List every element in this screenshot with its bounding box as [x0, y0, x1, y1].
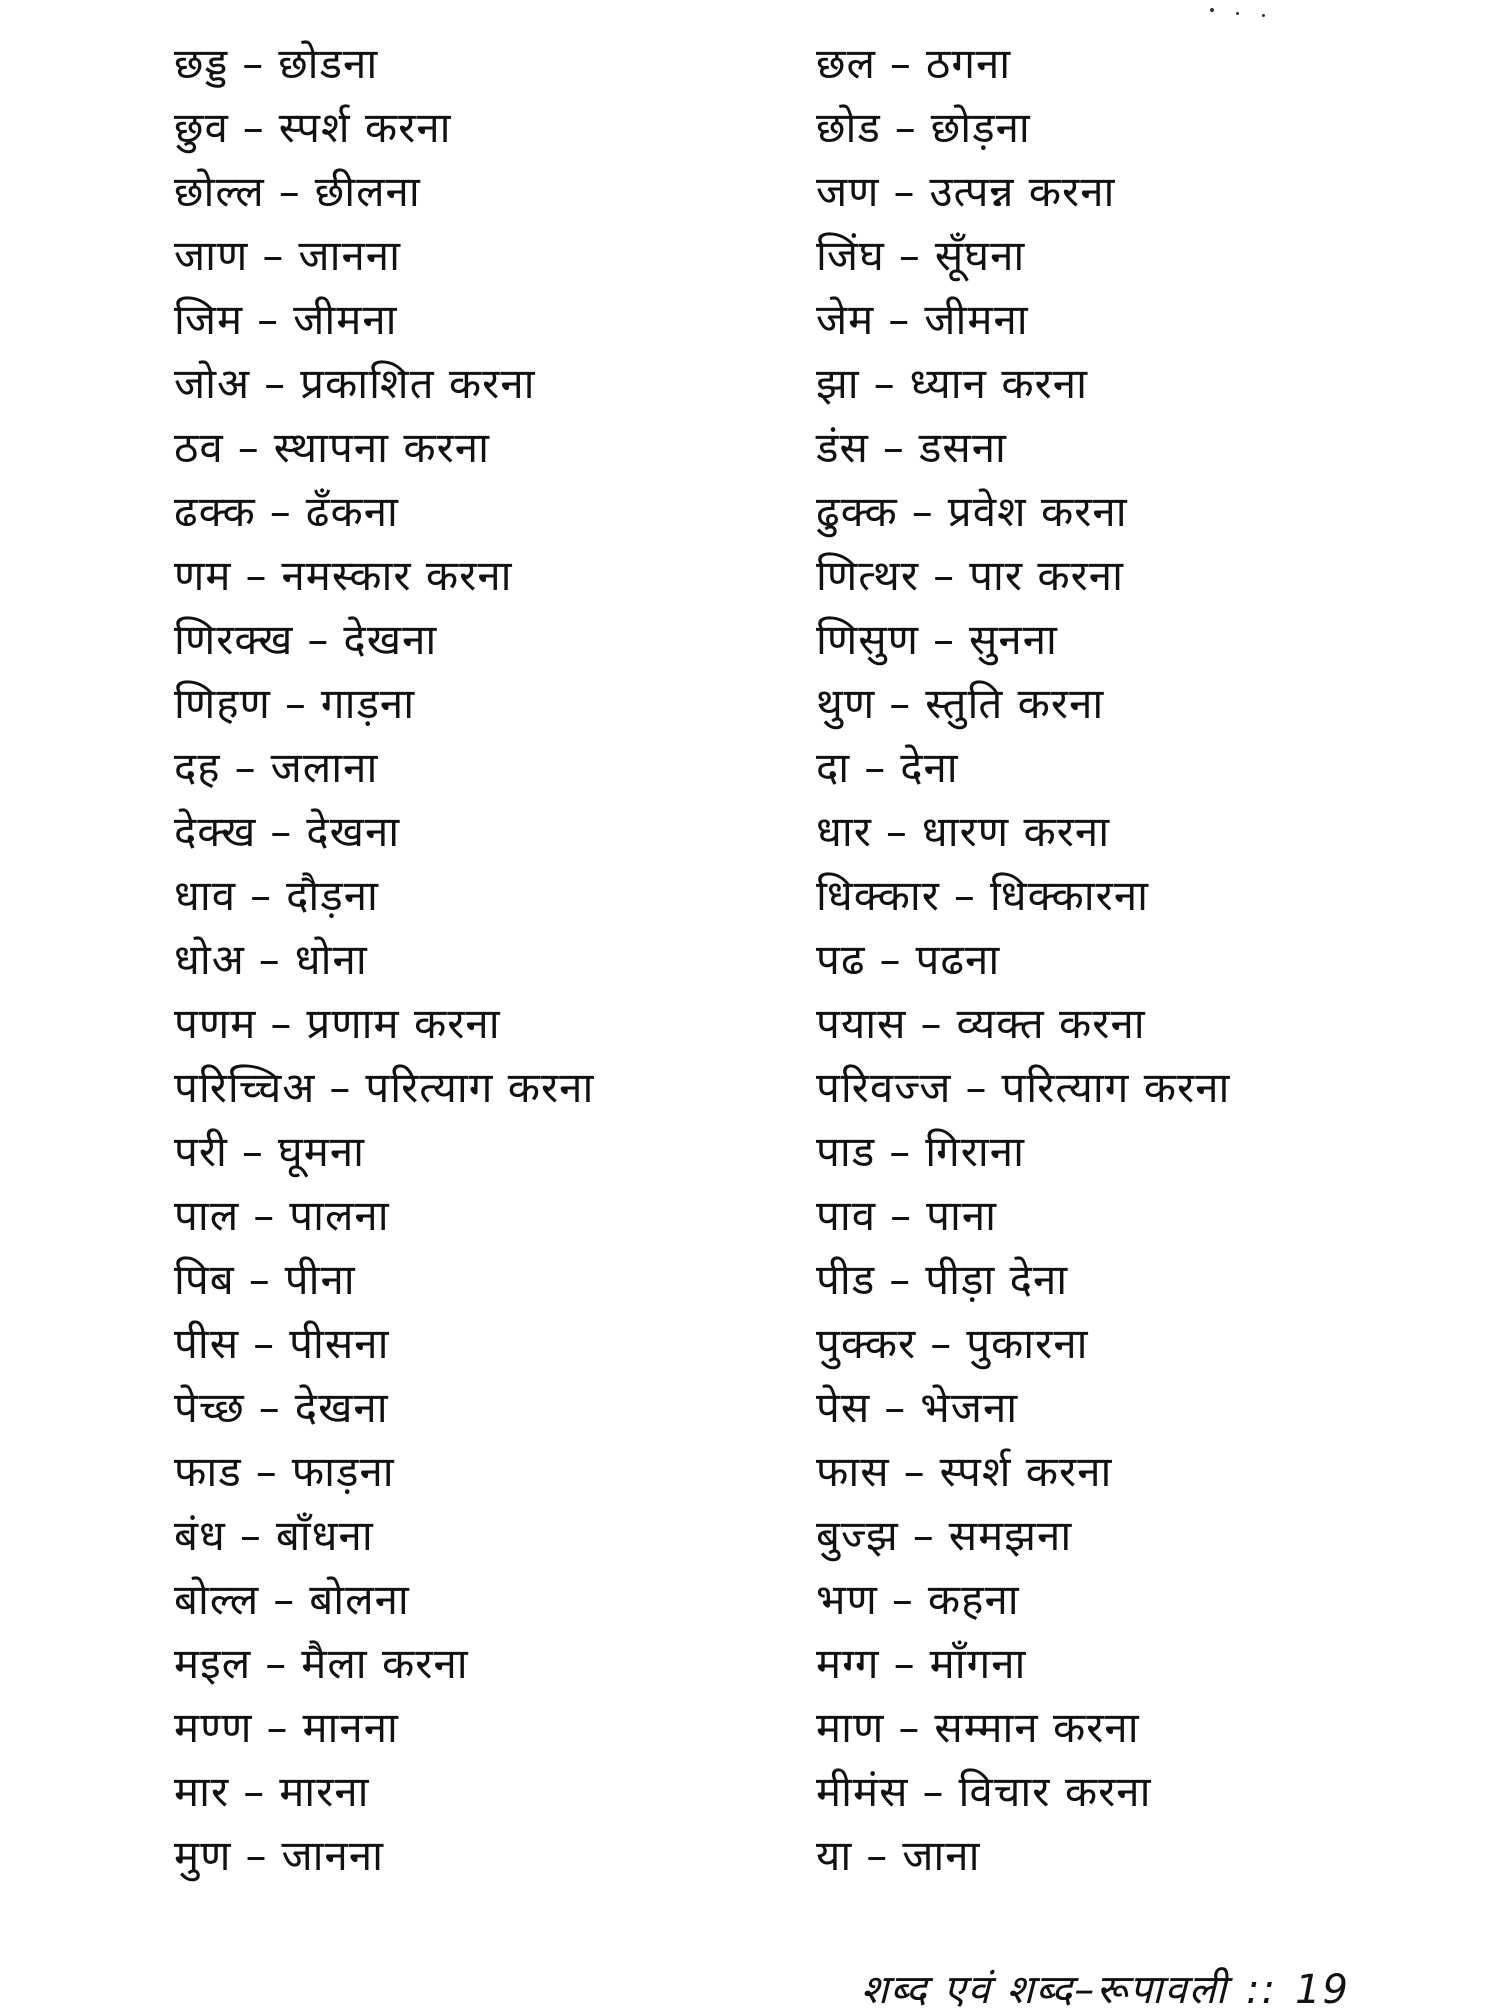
word-entry: [816, 288, 1436, 352]
word-entry: [816, 1248, 1436, 1312]
hindi-meaning: धिक्कारना: [989, 871, 1150, 920]
entry-dash: –: [898, 231, 921, 280]
word-entry: [816, 352, 1436, 416]
entry-dash: –: [903, 1447, 926, 1496]
word-entry: [816, 1824, 1436, 1888]
word-entry: [174, 1760, 794, 1824]
hindi-meaning: देखना: [306, 807, 401, 856]
prakrit-word: छुव: [174, 103, 229, 152]
hindi-meaning: जीमना: [924, 295, 1029, 344]
word-entry: [816, 224, 1436, 288]
entry-dash: –: [894, 103, 917, 152]
hindi-meaning: पाना: [926, 1191, 998, 1240]
entry-dash: –: [898, 1703, 921, 1752]
hindi-meaning: जीमना: [293, 295, 398, 344]
entry-dash: –: [884, 1383, 907, 1432]
entry-dash: –: [864, 743, 887, 792]
word-entry: [816, 480, 1436, 544]
word-entry: [174, 1504, 794, 1568]
prakrit-word: छल: [816, 39, 876, 88]
prakrit-word: दा: [816, 743, 851, 792]
entry-dash: –: [265, 1639, 288, 1688]
word-entry: [174, 608, 794, 672]
prakrit-word: बंध: [174, 1511, 226, 1560]
prakrit-word: बोल्ल: [174, 1575, 260, 1624]
prakrit-word: पीस: [174, 1319, 240, 1368]
prakrit-word: परिवज्ज: [816, 1063, 952, 1112]
prakrit-word: या: [816, 1831, 853, 1880]
entry-dash: –: [253, 1191, 276, 1240]
prakrit-word: जाण: [174, 231, 249, 280]
word-entry: [174, 32, 794, 96]
entry-dash: –: [243, 1767, 266, 1816]
prakrit-word: ठव: [174, 423, 224, 472]
entry-dash: –: [893, 167, 916, 216]
word-entry: [174, 672, 794, 736]
prakrit-word: झा: [816, 359, 860, 408]
prakrit-word: मण्ण: [174, 1703, 253, 1752]
word-entry: [174, 1312, 794, 1376]
hindi-meaning: धारण करना: [921, 807, 1111, 856]
entry-dash: –: [242, 103, 265, 152]
entry-dash: –: [248, 1255, 271, 1304]
hindi-meaning: नमस्कार करना: [281, 551, 513, 600]
hindi-meaning: गाड़ना: [320, 679, 416, 728]
entry-dash: –: [266, 1703, 289, 1752]
prakrit-word: ढक्क: [174, 487, 256, 536]
prakrit-word: मइल: [174, 1639, 252, 1688]
entry-dash: –: [269, 487, 292, 536]
entry-dash: –: [264, 359, 287, 408]
entry-dash: –: [889, 679, 912, 728]
entry-dash: –: [911, 487, 934, 536]
prakrit-word: णिरक्ख: [174, 615, 294, 664]
hindi-meaning: पीड़ा देना: [925, 1255, 1069, 1304]
hindi-meaning: उत्पन्न करना: [929, 167, 1116, 216]
hindi-meaning: घूमना: [277, 1127, 366, 1176]
word-entry: [816, 1568, 1436, 1632]
entry-dash: –: [307, 615, 330, 664]
prakrit-word: मार: [174, 1767, 230, 1816]
prakrit-word: पाड: [816, 1127, 876, 1176]
hindi-meaning: दौड़ना: [286, 871, 379, 920]
word-entry: [174, 160, 794, 224]
prakrit-word: छड्ड: [174, 39, 229, 88]
word-entry: [174, 1056, 794, 1120]
word-entry: [816, 1504, 1436, 1568]
entry-dash: –: [258, 935, 281, 984]
entry-dash: –: [278, 167, 301, 216]
word-entry: [816, 1632, 1436, 1696]
hindi-meaning: प्रवेश करना: [947, 487, 1128, 536]
word-entry: [816, 736, 1436, 800]
entry-dash: –: [239, 1511, 262, 1560]
entry-dash: –: [893, 1639, 916, 1688]
word-entry: [816, 672, 1436, 736]
prakrit-word: पेच्छ: [174, 1383, 245, 1432]
hindi-meaning: माँगना: [929, 1639, 1027, 1688]
prakrit-word: माण: [816, 1703, 885, 1752]
prakrit-word: णिसुण: [816, 615, 920, 664]
word-entry: [174, 416, 794, 480]
hindi-meaning: सम्मान करना: [934, 1703, 1140, 1752]
prakrit-word: ढुक्क: [816, 487, 898, 536]
word-entry: [174, 992, 794, 1056]
hindi-meaning: विचार करना: [958, 1767, 1152, 1816]
hindi-meaning: ध्यान करना: [909, 359, 1088, 408]
entry-dash: –: [965, 1063, 988, 1112]
word-entry: [816, 32, 1436, 96]
prakrit-word: बुज्झ: [816, 1511, 899, 1560]
hindi-meaning: छोडना: [278, 39, 379, 88]
word-entry: [816, 544, 1436, 608]
right-word-column: [816, 32, 1436, 1888]
prakrit-word: पयास: [816, 999, 907, 1048]
hindi-meaning: प्रकाशित करना: [300, 359, 536, 408]
hindi-meaning: सूँघना: [934, 231, 1026, 280]
entry-dash: –: [873, 359, 896, 408]
word-entry: [174, 1696, 794, 1760]
entry-dash: –: [253, 1319, 276, 1368]
entry-dash: –: [241, 1127, 264, 1176]
hindi-meaning: भेजना: [920, 1383, 1019, 1432]
word-entry: [816, 1760, 1436, 1824]
word-entry: [174, 224, 794, 288]
entry-dash: –: [270, 807, 293, 856]
hindi-meaning: देना: [900, 743, 959, 792]
word-entry: [174, 928, 794, 992]
prakrit-word: भण: [816, 1575, 878, 1624]
hindi-meaning: बाँधना: [275, 1511, 374, 1560]
footer-title: शब्द एवं शब्द–रूपावली: [860, 1967, 1229, 2013]
word-entry: [816, 1312, 1436, 1376]
word-entry: [174, 352, 794, 416]
scan-speck: [1210, 8, 1214, 12]
word-entry: [174, 800, 794, 864]
word-entry: [174, 1632, 794, 1696]
hindi-meaning: मारना: [279, 1767, 370, 1816]
word-entry: [816, 1440, 1436, 1504]
word-entry: [816, 416, 1436, 480]
prakrit-word: दह: [174, 743, 221, 792]
entry-dash: –: [922, 1767, 945, 1816]
hindi-meaning: पालना: [289, 1191, 390, 1240]
prakrit-word: छोड: [816, 103, 881, 152]
hindi-meaning: जानना: [298, 231, 401, 280]
word-entry: [174, 1376, 794, 1440]
entry-dash: –: [889, 1127, 912, 1176]
prakrit-word: पुक्कर: [816, 1319, 917, 1368]
word-entry: [174, 1568, 794, 1632]
word-entry: [816, 992, 1436, 1056]
prakrit-word: णम: [174, 551, 232, 600]
entry-dash: –: [250, 871, 273, 920]
hindi-meaning: स्पर्श करना: [939, 1447, 1113, 1496]
word-entry: [816, 1696, 1436, 1760]
prakrit-word: जिंघ: [816, 231, 885, 280]
prakrit-word: मुण: [174, 1831, 232, 1880]
prakrit-word: जण: [816, 167, 880, 216]
prakrit-word: मीमंस: [816, 1767, 909, 1816]
hindi-meaning: पुकारना: [966, 1319, 1089, 1368]
hindi-meaning: सुनना: [969, 615, 1058, 664]
entry-dash: –: [284, 679, 307, 728]
entry-dash: –: [888, 295, 911, 344]
prakrit-word: पीड: [816, 1255, 876, 1304]
prakrit-word: फाड: [174, 1447, 242, 1496]
hindi-meaning: पीना: [284, 1255, 356, 1304]
hindi-meaning: जलाना: [270, 743, 379, 792]
prakrit-word: पाव: [816, 1191, 877, 1240]
prakrit-word: णिहण: [174, 679, 271, 728]
footer-separator: ::: [1246, 1967, 1278, 2013]
entry-dash: –: [912, 1511, 935, 1560]
entry-dash: –: [889, 1255, 912, 1304]
hindi-meaning: प्रणाम करना: [306, 999, 501, 1048]
scan-speck: [1262, 14, 1265, 17]
prakrit-word: परिच्चिअ: [174, 1063, 316, 1112]
word-entry: [816, 1056, 1436, 1120]
entry-dash: –: [890, 1191, 913, 1240]
word-entry: [816, 1184, 1436, 1248]
prakrit-word: पणम: [174, 999, 257, 1048]
word-entry: [174, 1440, 794, 1504]
prakrit-word: पेस: [816, 1383, 871, 1432]
word-entry: [174, 1120, 794, 1184]
entry-dash: –: [255, 1447, 278, 1496]
entry-dash: –: [953, 871, 976, 920]
word-entry: [816, 608, 1436, 672]
hindi-meaning: स्थापना करना: [273, 423, 490, 472]
word-entry: [816, 160, 1436, 224]
entry-dash: –: [257, 295, 280, 344]
entry-dash: –: [258, 1383, 281, 1432]
entry-dash: –: [933, 615, 956, 664]
hindi-meaning: व्यक्त करना: [956, 999, 1146, 1048]
word-entry: [174, 544, 794, 608]
entry-dash: –: [866, 1831, 889, 1880]
entry-dash: –: [242, 39, 265, 88]
hindi-meaning: बोलना: [309, 1575, 410, 1624]
page-footer: [861, 1960, 1350, 2015]
hindi-meaning: धोना: [294, 935, 368, 984]
hindi-meaning: देखना: [343, 615, 438, 664]
prakrit-word: छोल्ल: [174, 167, 265, 216]
hindi-meaning: छीलना: [314, 167, 421, 216]
hindi-meaning: मानना: [302, 1703, 399, 1752]
entry-dash: –: [920, 999, 943, 1048]
prakrit-word: जेम: [816, 295, 875, 344]
prakrit-word: धिक्कार: [816, 871, 940, 920]
word-entry: [816, 96, 1436, 160]
prakrit-word: धोअ: [174, 935, 245, 984]
prakrit-word: मग्ग: [816, 1639, 880, 1688]
entry-dash: –: [245, 551, 268, 600]
entry-dash: –: [885, 807, 908, 856]
hindi-meaning: कहना: [927, 1575, 1020, 1624]
word-entry: [174, 1248, 794, 1312]
hindi-meaning: ढँकना: [305, 487, 399, 536]
hindi-meaning: स्तुति करना: [925, 679, 1105, 728]
word-entry: [816, 1376, 1436, 1440]
hindi-meaning: छोड़ना: [930, 103, 1031, 152]
word-entry: [174, 736, 794, 800]
word-entry: [816, 864, 1436, 928]
prakrit-word: धार: [816, 807, 872, 856]
prakrit-word: पाल: [174, 1191, 240, 1240]
word-entry: [174, 864, 794, 928]
hindi-meaning: परित्याग करना: [365, 1063, 595, 1112]
word-entry: [816, 928, 1436, 992]
prakrit-word: णित्थर: [816, 551, 920, 600]
word-entry: [816, 1120, 1436, 1184]
entry-dash: –: [930, 1319, 953, 1368]
word-entry: [174, 1184, 794, 1248]
prakrit-word: जिम: [174, 295, 244, 344]
entry-dash: –: [245, 1831, 268, 1880]
word-entry: [174, 288, 794, 352]
entry-dash: –: [273, 1575, 296, 1624]
hindi-meaning: परित्याग करना: [1001, 1063, 1231, 1112]
prakrit-word: देक्ख: [174, 807, 257, 856]
entry-dash: –: [879, 935, 902, 984]
word-entry: [816, 800, 1436, 864]
entry-dash: –: [329, 1063, 352, 1112]
hindi-meaning: समझना: [948, 1511, 1073, 1560]
entry-dash: –: [234, 743, 257, 792]
entry-dash: –: [891, 1575, 914, 1624]
prakrit-word: डंस: [816, 423, 869, 472]
left-word-column: [174, 32, 794, 1888]
scan-speck: [1236, 12, 1239, 15]
hindi-meaning: डसना: [918, 423, 1007, 472]
entry-dash: –: [237, 423, 260, 472]
page-number: 19: [1295, 1967, 1350, 2013]
hindi-meaning: जाना: [902, 1831, 981, 1880]
hindi-meaning: देखना: [294, 1383, 389, 1432]
entry-dash: –: [882, 423, 905, 472]
hindi-meaning: पढना: [915, 935, 1001, 984]
hindi-meaning: मैला करना: [301, 1639, 469, 1688]
prakrit-word: थुण: [816, 679, 876, 728]
prakrit-word: परी: [174, 1127, 228, 1176]
word-entry: [174, 96, 794, 160]
prakrit-word: धाव: [174, 871, 237, 920]
hindi-meaning: गिराना: [925, 1127, 1025, 1176]
entry-dash: –: [889, 39, 912, 88]
prakrit-word: जोअ: [174, 359, 251, 408]
hindi-meaning: स्पर्श करना: [278, 103, 452, 152]
hindi-meaning: फाड़ना: [291, 1447, 395, 1496]
word-entry: [174, 1824, 794, 1888]
hindi-meaning: जानना: [281, 1831, 385, 1880]
prakrit-word: पढ: [816, 935, 866, 984]
hindi-meaning: पार करना: [969, 551, 1124, 600]
word-entry: [174, 480, 794, 544]
hindi-meaning: ठगना: [925, 39, 1012, 88]
prakrit-word: फास: [816, 1447, 890, 1496]
entry-dash: –: [933, 551, 956, 600]
prakrit-word: पिब: [174, 1255, 235, 1304]
entry-dash: –: [262, 231, 285, 280]
entry-dash: –: [270, 999, 293, 1048]
hindi-meaning: पीसना: [289, 1319, 390, 1368]
